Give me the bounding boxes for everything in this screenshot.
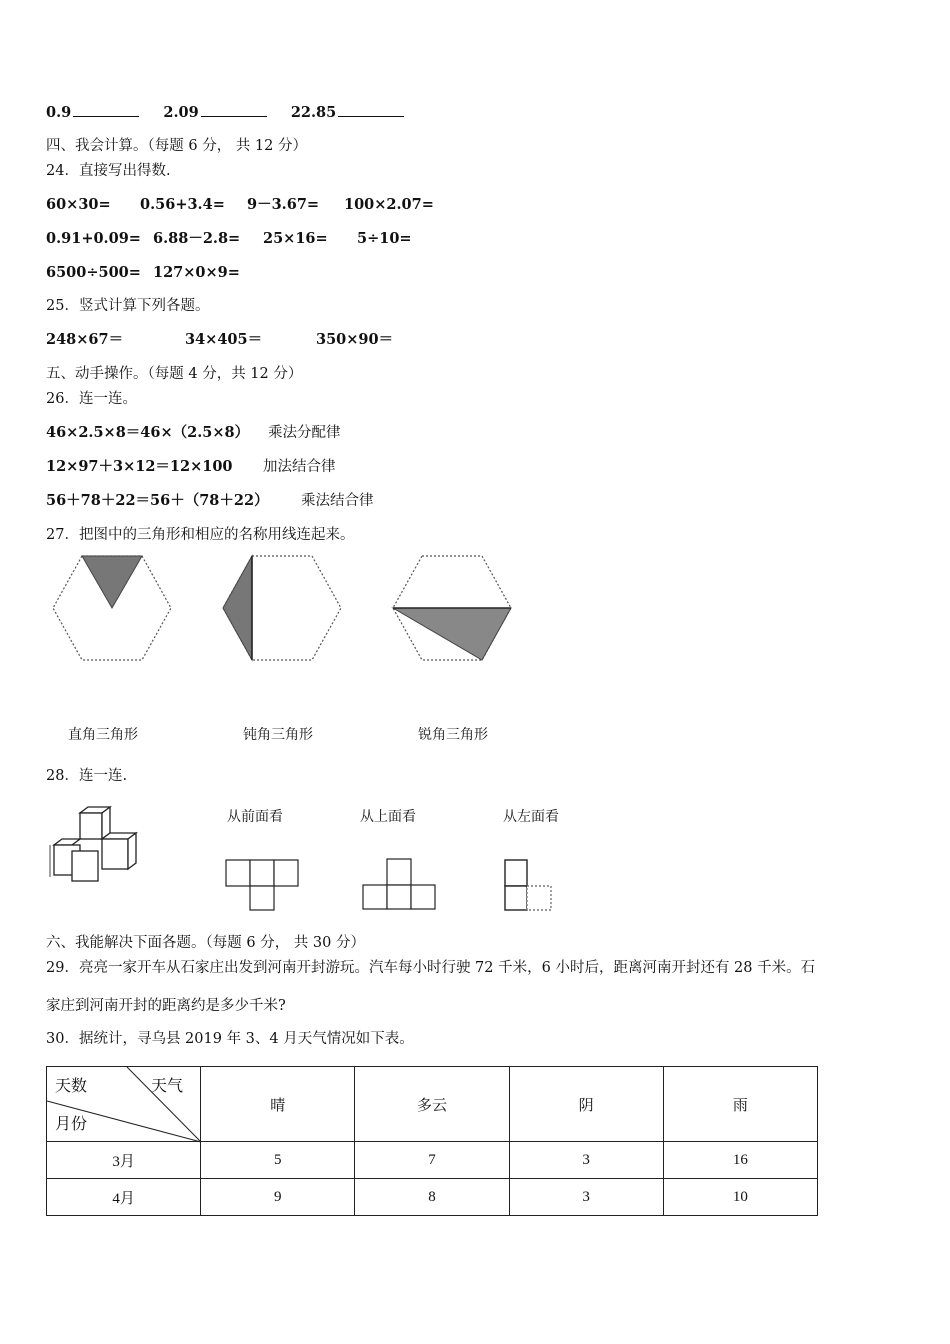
triangle-label: 锐角三角形 <box>418 727 488 743</box>
view-label: 从左面看 <box>503 809 559 825</box>
table-cell: 3 <box>509 1142 663 1179</box>
q24-item: 60×30= <box>46 196 111 213</box>
table-header: 多云 <box>355 1067 509 1142</box>
table-header: 阴 <box>509 1067 663 1142</box>
q26-law: 加法结合律 <box>263 459 336 475</box>
q26-expression: 12×97＋3×12＝12×100 <box>46 458 233 475</box>
q24-item: 25×16= <box>263 230 328 247</box>
cube-stack-figure <box>46 805 146 885</box>
table-month-cell: 4月 <box>47 1179 201 1216</box>
section5-title: 五、动手操作。（每题 4 分，共 12 分） <box>46 366 303 382</box>
q29-line1: 29．亮亮一家开车从石家庄出发到河南开封游玩。汽车每小时行驶 72 千米，6 小时后，距离河南开封还有 28 千米。石 <box>46 960 816 976</box>
q24-item: 0.56+3.4= <box>140 196 225 213</box>
blank-c[interactable] <box>338 103 404 117</box>
q24-item: 5÷10= <box>357 230 412 247</box>
table-cell: 9 <box>201 1179 355 1216</box>
table-cell: 5 <box>201 1142 355 1179</box>
blank-a[interactable] <box>73 103 139 117</box>
q26-expression: 56＋78＋22＝56＋（78＋22） <box>46 492 269 509</box>
table-cell: 10 <box>663 1179 817 1216</box>
q26-law: 乘法分配律 <box>268 425 341 441</box>
q25-item: 248×67＝ <box>46 331 124 348</box>
view-label: 从上面看 <box>360 809 416 825</box>
top-view-figure <box>362 858 442 913</box>
view-label: 从前面看 <box>227 809 283 825</box>
triangle-label: 钝角三角形 <box>243 727 313 743</box>
triangle-label: 直角三角形 <box>68 727 138 743</box>
blank-a-label: 0.9 <box>46 104 72 121</box>
section4-title: 四、我会计算。（每题 6 分， 共 12 分） <box>46 138 307 154</box>
q29-line2: 家庄到河南开封的距离约是多少千米? <box>46 998 286 1014</box>
section6-title: 六、我能解决下面各题。（每题 6 分， 共 30 分） <box>46 935 365 951</box>
q26-law: 乘法结合律 <box>301 493 374 509</box>
q24-item: 100×2.07= <box>344 196 434 213</box>
q26-title: 26．连一连。 <box>46 391 137 407</box>
hexagon-figure-3 <box>390 553 515 665</box>
table-header: 晴 <box>201 1067 355 1142</box>
blank-b[interactable] <box>201 103 267 117</box>
blank-c-label: 22.85 <box>290 104 337 121</box>
table-cell: 8 <box>355 1179 509 1216</box>
q24-item: 6.88－2.8= <box>153 230 241 247</box>
table-corner-cell <box>47 1067 201 1142</box>
q24-item: 9－3.67= <box>247 196 320 213</box>
table-cell: 16 <box>663 1142 817 1179</box>
q25-item: 34×405＝ <box>185 331 263 348</box>
blank-b-label: 2.09 <box>163 104 199 121</box>
corner-month-label: 月份 <box>55 1114 88 1133</box>
hexagon-figure-2 <box>220 553 345 665</box>
front-view-figure <box>225 858 305 913</box>
left-view-figure <box>503 858 558 913</box>
q24-item: 127×0×9= <box>153 264 240 281</box>
q25-item: 350×90＝ <box>316 331 394 348</box>
corner-days-label: 天数 <box>55 1076 88 1095</box>
table-cell: 3 <box>509 1179 663 1216</box>
q28-title: 28．连一连. <box>46 768 128 784</box>
table-month-cell: 3月 <box>47 1142 201 1179</box>
table-row <box>47 1142 818 1179</box>
q24-item: 6500÷500= <box>46 264 141 281</box>
table-row <box>47 1179 818 1216</box>
table-header: 雨 <box>663 1067 817 1142</box>
q25-title: 25．竖式计算下列各题。 <box>46 298 210 314</box>
q24-title: 24．直接写出得数. <box>46 163 171 179</box>
q26-expression: 46×2.5×8＝46×（2.5×8） <box>46 424 250 441</box>
corner-weather-label: 天气 <box>151 1076 184 1095</box>
q27-title: 27．把图中的三角形和相应的名称用线连起来。 <box>46 527 355 543</box>
hexagon-figure-1 <box>50 553 175 665</box>
table-cell: 7 <box>355 1142 509 1179</box>
q24-item: 0.91+0.09= <box>46 230 141 247</box>
q30-title: 30．据统计，寻乌县 2019 年 3、4 月天气情况如下表。 <box>46 1031 414 1047</box>
weather-table <box>46 1066 818 1216</box>
blank-line <box>46 103 404 122</box>
